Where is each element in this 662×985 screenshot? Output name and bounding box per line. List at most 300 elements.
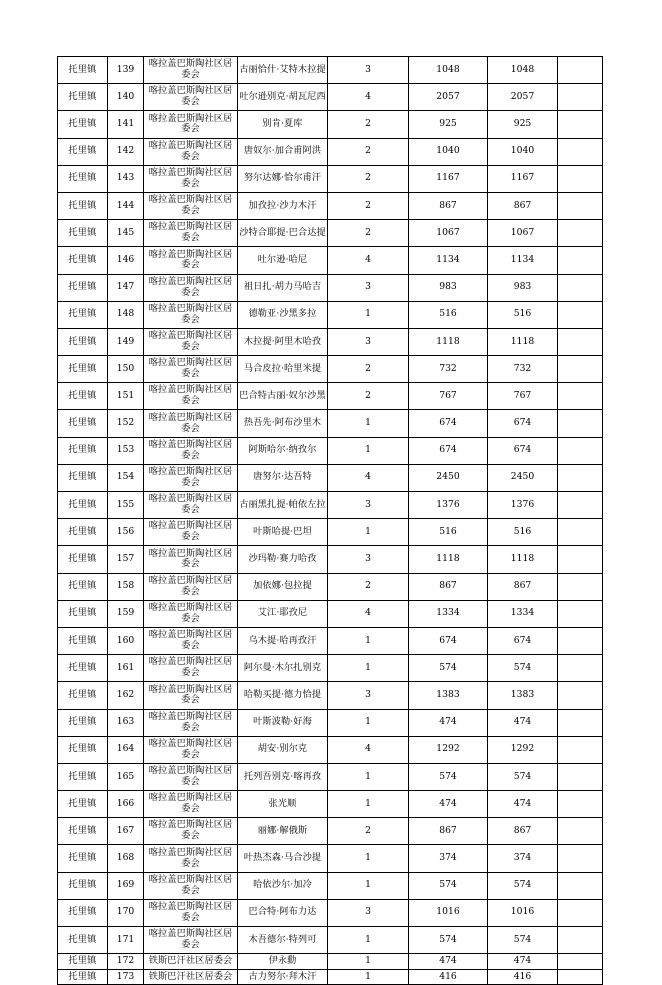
table-row bbox=[58, 57, 603, 84]
cell-amount-2: 674 bbox=[488, 627, 558, 654]
cell-village-committee: 喀拉盖巴斯陶社区居委会 bbox=[144, 899, 238, 926]
cell-note bbox=[558, 655, 603, 682]
cell-sequence-number: 151 bbox=[108, 383, 144, 410]
cell-sequence-number: 161 bbox=[108, 655, 144, 682]
cell-township: 托里镇 bbox=[58, 763, 108, 790]
cell-person-name: 胡安·别尔克 bbox=[238, 736, 328, 763]
cell-village-committee: 喀拉盖巴斯陶社区居委会 bbox=[144, 492, 238, 519]
cell-township: 托里镇 bbox=[58, 899, 108, 926]
cell-person-name: 丽娜·解俄斯 bbox=[238, 818, 328, 845]
table-row bbox=[58, 437, 603, 464]
cell-count: 4 bbox=[328, 464, 409, 491]
cell-person-name: 巴合特·阿布力达 bbox=[238, 899, 328, 926]
subsidy-table bbox=[57, 56, 603, 985]
cell-amount-1: 474 bbox=[409, 954, 488, 970]
cell-note bbox=[558, 899, 603, 926]
cell-township: 托里镇 bbox=[58, 437, 108, 464]
cell-person-name: 叶斯波勒·好海 bbox=[238, 709, 328, 736]
table-row bbox=[58, 818, 603, 845]
cell-count: 3 bbox=[328, 492, 409, 519]
cell-township: 托里镇 bbox=[58, 573, 108, 600]
cell-sequence-number: 141 bbox=[108, 111, 144, 138]
cell-township: 托里镇 bbox=[58, 274, 108, 301]
table-body bbox=[58, 57, 603, 985]
cell-township: 托里镇 bbox=[58, 969, 108, 985]
cell-village-committee: 喀拉盖巴斯陶社区居委会 bbox=[144, 247, 238, 274]
cell-township: 托里镇 bbox=[58, 682, 108, 709]
cell-amount-1: 925 bbox=[409, 111, 488, 138]
cell-village-committee: 喀拉盖巴斯陶社区居委会 bbox=[144, 57, 238, 84]
cell-amount-2: 925 bbox=[488, 111, 558, 138]
cell-person-name: 阿斯哈尔·纳孜尔 bbox=[238, 437, 328, 464]
table-row bbox=[58, 84, 603, 111]
cell-person-name: 加依娜·包拉提 bbox=[238, 573, 328, 600]
cell-amount-1: 767 bbox=[409, 383, 488, 410]
cell-count: 3 bbox=[328, 682, 409, 709]
cell-note bbox=[558, 383, 603, 410]
cell-township: 托里镇 bbox=[58, 845, 108, 872]
cell-count: 1 bbox=[328, 410, 409, 437]
cell-count: 4 bbox=[328, 736, 409, 763]
cell-township: 托里镇 bbox=[58, 84, 108, 111]
cell-township: 托里镇 bbox=[58, 600, 108, 627]
cell-amount-1: 516 bbox=[409, 301, 488, 328]
cell-sequence-number: 142 bbox=[108, 138, 144, 165]
cell-amount-1: 2450 bbox=[409, 464, 488, 491]
cell-person-name: 吐尔逊·哈尼 bbox=[238, 247, 328, 274]
cell-village-committee: 喀拉盖巴斯陶社区居委会 bbox=[144, 736, 238, 763]
cell-township: 托里镇 bbox=[58, 655, 108, 682]
cell-sequence-number: 171 bbox=[108, 927, 144, 954]
cell-note bbox=[558, 600, 603, 627]
table-row bbox=[58, 546, 603, 573]
cell-village-committee: 喀拉盖巴斯陶社区居委会 bbox=[144, 709, 238, 736]
cell-township: 托里镇 bbox=[58, 872, 108, 899]
cell-person-name: 古丽恰什·艾特木拉提 bbox=[238, 57, 328, 84]
cell-amount-2: 416 bbox=[488, 969, 558, 985]
cell-note bbox=[558, 845, 603, 872]
cell-sequence-number: 152 bbox=[108, 410, 144, 437]
cell-amount-1: 374 bbox=[409, 845, 488, 872]
cell-count: 1 bbox=[328, 709, 409, 736]
cell-count: 1 bbox=[328, 301, 409, 328]
cell-amount-2: 2057 bbox=[488, 84, 558, 111]
cell-person-name: 伊永勳 bbox=[238, 954, 328, 970]
cell-township: 托里镇 bbox=[58, 220, 108, 247]
cell-note bbox=[558, 84, 603, 111]
cell-sequence-number: 162 bbox=[108, 682, 144, 709]
cell-amount-2: 474 bbox=[488, 954, 558, 970]
cell-count: 4 bbox=[328, 600, 409, 627]
cell-person-name: 加孜拉·沙力木汗 bbox=[238, 192, 328, 219]
cell-village-committee: 喀拉盖巴斯陶社区居委会 bbox=[144, 383, 238, 410]
cell-amount-2: 1016 bbox=[488, 899, 558, 926]
cell-amount-1: 1040 bbox=[409, 138, 488, 165]
cell-person-name: 乌木提·哈再孜汗 bbox=[238, 627, 328, 654]
cell-township: 托里镇 bbox=[58, 546, 108, 573]
cell-note bbox=[558, 969, 603, 985]
cell-count: 1 bbox=[328, 627, 409, 654]
table-row bbox=[58, 220, 603, 247]
cell-amount-2: 867 bbox=[488, 818, 558, 845]
cell-sequence-number: 173 bbox=[108, 969, 144, 985]
table-row bbox=[58, 682, 603, 709]
cell-person-name: 张光顺 bbox=[238, 791, 328, 818]
cell-township: 托里镇 bbox=[58, 519, 108, 546]
cell-note bbox=[558, 927, 603, 954]
cell-count: 2 bbox=[328, 573, 409, 600]
cell-amount-2: 1167 bbox=[488, 165, 558, 192]
cell-amount-2: 1383 bbox=[488, 682, 558, 709]
cell-count: 2 bbox=[328, 383, 409, 410]
cell-village-committee: 喀拉盖巴斯陶社区居委会 bbox=[144, 328, 238, 355]
cell-village-committee: 喀拉盖巴斯陶社区居委会 bbox=[144, 573, 238, 600]
cell-amount-2: 674 bbox=[488, 437, 558, 464]
cell-count: 1 bbox=[328, 872, 409, 899]
cell-village-committee: 喀拉盖巴斯陶社区居委会 bbox=[144, 464, 238, 491]
cell-person-name: 叶斯哈提·巴坦 bbox=[238, 519, 328, 546]
cell-person-name: 唐奴尔·加合甫阿洪 bbox=[238, 138, 328, 165]
cell-count: 2 bbox=[328, 192, 409, 219]
table-row bbox=[58, 328, 603, 355]
cell-note bbox=[558, 519, 603, 546]
cell-note bbox=[558, 464, 603, 491]
table-row bbox=[58, 247, 603, 274]
cell-township: 托里镇 bbox=[58, 383, 108, 410]
cell-count: 2 bbox=[328, 220, 409, 247]
cell-sequence-number: 150 bbox=[108, 356, 144, 383]
table-row bbox=[58, 138, 603, 165]
table-row bbox=[58, 969, 603, 985]
cell-amount-1: 1167 bbox=[409, 165, 488, 192]
cell-sequence-number: 157 bbox=[108, 546, 144, 573]
cell-village-committee: 喀拉盖巴斯陶社区居委会 bbox=[144, 165, 238, 192]
table-row bbox=[58, 736, 603, 763]
cell-sequence-number: 172 bbox=[108, 954, 144, 970]
cell-amount-1: 574 bbox=[409, 927, 488, 954]
cell-note bbox=[558, 328, 603, 355]
cell-village-committee: 喀拉盖巴斯陶社区居委会 bbox=[144, 927, 238, 954]
table-row bbox=[58, 165, 603, 192]
cell-note bbox=[558, 57, 603, 84]
cell-count: 1 bbox=[328, 954, 409, 970]
cell-village-committee: 喀拉盖巴斯陶社区居委会 bbox=[144, 301, 238, 328]
table-row bbox=[58, 274, 603, 301]
cell-amount-1: 574 bbox=[409, 655, 488, 682]
cell-amount-2: 474 bbox=[488, 791, 558, 818]
cell-person-name: 木拉提·阿里木哈孜 bbox=[238, 328, 328, 355]
cell-village-committee: 喀拉盖巴斯陶社区居委会 bbox=[144, 546, 238, 573]
cell-sequence-number: 140 bbox=[108, 84, 144, 111]
cell-township: 托里镇 bbox=[58, 247, 108, 274]
cell-amount-2: 674 bbox=[488, 410, 558, 437]
cell-amount-2: 574 bbox=[488, 655, 558, 682]
cell-township: 托里镇 bbox=[58, 410, 108, 437]
cell-count: 1 bbox=[328, 437, 409, 464]
cell-amount-1: 1134 bbox=[409, 247, 488, 274]
cell-person-name: 唐努尔·达吾特 bbox=[238, 464, 328, 491]
cell-township: 托里镇 bbox=[58, 165, 108, 192]
cell-amount-2: 1067 bbox=[488, 220, 558, 247]
cell-amount-1: 516 bbox=[409, 519, 488, 546]
cell-village-committee: 喀拉盖巴斯陶社区居委会 bbox=[144, 274, 238, 301]
cell-count: 1 bbox=[328, 927, 409, 954]
cell-count: 3 bbox=[328, 57, 409, 84]
cell-count: 3 bbox=[328, 546, 409, 573]
cell-sequence-number: 139 bbox=[108, 57, 144, 84]
cell-village-committee: 喀拉盖巴斯陶社区居委会 bbox=[144, 791, 238, 818]
cell-person-name: 马合皮拉·哈里米提 bbox=[238, 356, 328, 383]
table-row bbox=[58, 872, 603, 899]
cell-person-name: 祖日扎·胡力马哈吉 bbox=[238, 274, 328, 301]
cell-amount-1: 1334 bbox=[409, 600, 488, 627]
cell-amount-2: 516 bbox=[488, 519, 558, 546]
cell-count: 1 bbox=[328, 519, 409, 546]
cell-amount-1: 867 bbox=[409, 192, 488, 219]
cell-sequence-number: 159 bbox=[108, 600, 144, 627]
cell-township: 托里镇 bbox=[58, 736, 108, 763]
cell-amount-2: 767 bbox=[488, 383, 558, 410]
cell-amount-1: 416 bbox=[409, 969, 488, 985]
cell-amount-1: 867 bbox=[409, 573, 488, 600]
cell-township: 托里镇 bbox=[58, 192, 108, 219]
cell-amount-2: 374 bbox=[488, 845, 558, 872]
cell-village-committee: 喀拉盖巴斯陶社区居委会 bbox=[144, 138, 238, 165]
cell-amount-1: 983 bbox=[409, 274, 488, 301]
table-row bbox=[58, 600, 603, 627]
cell-count: 2 bbox=[328, 111, 409, 138]
cell-sequence-number: 166 bbox=[108, 791, 144, 818]
table-row bbox=[58, 356, 603, 383]
cell-person-name: 艾江·耶孜尼 bbox=[238, 600, 328, 627]
cell-count: 2 bbox=[328, 818, 409, 845]
cell-amount-2: 574 bbox=[488, 927, 558, 954]
cell-township: 托里镇 bbox=[58, 138, 108, 165]
cell-sequence-number: 144 bbox=[108, 192, 144, 219]
cell-note bbox=[558, 437, 603, 464]
cell-amount-1: 867 bbox=[409, 818, 488, 845]
cell-amount-2: 1040 bbox=[488, 138, 558, 165]
cell-amount-2: 574 bbox=[488, 872, 558, 899]
cell-person-name: 阿尔曼·木尔扎别克 bbox=[238, 655, 328, 682]
cell-village-committee: 喀拉盖巴斯陶社区居委会 bbox=[144, 192, 238, 219]
cell-amount-2: 1292 bbox=[488, 736, 558, 763]
cell-person-name: 托列吾别克·喀再孜 bbox=[238, 763, 328, 790]
cell-amount-2: 516 bbox=[488, 301, 558, 328]
cell-sequence-number: 143 bbox=[108, 165, 144, 192]
cell-sequence-number: 155 bbox=[108, 492, 144, 519]
cell-amount-1: 674 bbox=[409, 437, 488, 464]
cell-count: 1 bbox=[328, 763, 409, 790]
cell-amount-1: 1292 bbox=[409, 736, 488, 763]
cell-village-committee: 喀拉盖巴斯陶社区居委会 bbox=[144, 356, 238, 383]
cell-person-name: 吐尔逊别克·胡瓦尼西 bbox=[238, 84, 328, 111]
cell-sequence-number: 168 bbox=[108, 845, 144, 872]
cell-village-committee: 喀拉盖巴斯陶社区居委会 bbox=[144, 655, 238, 682]
cell-sequence-number: 156 bbox=[108, 519, 144, 546]
cell-amount-1: 1016 bbox=[409, 899, 488, 926]
cell-sequence-number: 145 bbox=[108, 220, 144, 247]
table-row bbox=[58, 655, 603, 682]
table-row bbox=[58, 791, 603, 818]
cell-township: 托里镇 bbox=[58, 954, 108, 970]
cell-township: 托里镇 bbox=[58, 492, 108, 519]
cell-note bbox=[558, 220, 603, 247]
cell-township: 托里镇 bbox=[58, 301, 108, 328]
cell-count: 1 bbox=[328, 655, 409, 682]
cell-note bbox=[558, 138, 603, 165]
cell-amount-1: 1376 bbox=[409, 492, 488, 519]
cell-count: 4 bbox=[328, 247, 409, 274]
cell-township: 托里镇 bbox=[58, 709, 108, 736]
cell-amount-2: 867 bbox=[488, 192, 558, 219]
cell-note bbox=[558, 818, 603, 845]
table-row bbox=[58, 464, 603, 491]
table-row bbox=[58, 192, 603, 219]
cell-note bbox=[558, 763, 603, 790]
cell-amount-1: 1118 bbox=[409, 546, 488, 573]
cell-township: 托里镇 bbox=[58, 818, 108, 845]
cell-village-committee: 喀拉盖巴斯陶社区居委会 bbox=[144, 763, 238, 790]
cell-count: 1 bbox=[328, 845, 409, 872]
cell-person-name: 古力努尔·拜木汗 bbox=[238, 969, 328, 985]
cell-sequence-number: 154 bbox=[108, 464, 144, 491]
cell-sequence-number: 160 bbox=[108, 627, 144, 654]
cell-township: 托里镇 bbox=[58, 627, 108, 654]
cell-village-committee: 喀拉盖巴斯陶社区居委会 bbox=[144, 627, 238, 654]
cell-township: 托里镇 bbox=[58, 927, 108, 954]
cell-note bbox=[558, 301, 603, 328]
cell-amount-1: 674 bbox=[409, 410, 488, 437]
table-row bbox=[58, 709, 603, 736]
cell-village-committee: 喀拉盖巴斯陶社区居委会 bbox=[144, 519, 238, 546]
cell-village-committee: 喀拉盖巴斯陶社区居委会 bbox=[144, 410, 238, 437]
cell-note bbox=[558, 165, 603, 192]
cell-township: 托里镇 bbox=[58, 464, 108, 491]
cell-person-name: 古丽黑扎提·帕依左拉 bbox=[238, 492, 328, 519]
table-row bbox=[58, 492, 603, 519]
cell-count: 3 bbox=[328, 328, 409, 355]
table-row bbox=[58, 410, 603, 437]
cell-note bbox=[558, 111, 603, 138]
cell-note bbox=[558, 410, 603, 437]
cell-sequence-number: 169 bbox=[108, 872, 144, 899]
cell-amount-2: 1376 bbox=[488, 492, 558, 519]
cell-count: 2 bbox=[328, 356, 409, 383]
cell-person-name: 德勒亚·沙黑多拉 bbox=[238, 301, 328, 328]
cell-count: 2 bbox=[328, 165, 409, 192]
cell-person-name: 沙特合耶提·巴合达提 bbox=[238, 220, 328, 247]
cell-village-committee: 喀拉盖巴斯陶社区居委会 bbox=[144, 111, 238, 138]
cell-village-committee: 喀拉盖巴斯陶社区居委会 bbox=[144, 682, 238, 709]
cell-person-name: 热吾先·阿布沙里木 bbox=[238, 410, 328, 437]
cell-village-committee: 喀拉盖巴斯陶社区居委会 bbox=[144, 220, 238, 247]
cell-person-name: 巴合特古丽·奴尔沙黑 bbox=[238, 383, 328, 410]
cell-note bbox=[558, 247, 603, 274]
cell-note bbox=[558, 872, 603, 899]
cell-person-name: 哈依沙尔·加冷 bbox=[238, 872, 328, 899]
table-row bbox=[58, 383, 603, 410]
table-container bbox=[57, 56, 602, 985]
cell-village-committee: 喀拉盖巴斯陶社区居委会 bbox=[144, 84, 238, 111]
cell-count: 3 bbox=[328, 899, 409, 926]
cell-amount-2: 1118 bbox=[488, 328, 558, 355]
cell-sequence-number: 164 bbox=[108, 736, 144, 763]
cell-amount-2: 1334 bbox=[488, 600, 558, 627]
cell-note bbox=[558, 954, 603, 970]
cell-note bbox=[558, 709, 603, 736]
cell-sequence-number: 158 bbox=[108, 573, 144, 600]
cell-count: 1 bbox=[328, 969, 409, 985]
cell-sequence-number: 165 bbox=[108, 763, 144, 790]
cell-sequence-number: 163 bbox=[108, 709, 144, 736]
cell-amount-1: 2057 bbox=[409, 84, 488, 111]
table-row bbox=[58, 301, 603, 328]
cell-note bbox=[558, 492, 603, 519]
cell-amount-2: 732 bbox=[488, 356, 558, 383]
cell-amount-2: 1134 bbox=[488, 247, 558, 274]
cell-amount-2: 1048 bbox=[488, 57, 558, 84]
cell-village-committee: 铁斯巴汗社区居委会 bbox=[144, 954, 238, 970]
cell-amount-1: 1067 bbox=[409, 220, 488, 247]
cell-sequence-number: 170 bbox=[108, 899, 144, 926]
cell-township: 托里镇 bbox=[58, 791, 108, 818]
cell-person-name: 叶热杰森·马合沙提 bbox=[238, 845, 328, 872]
cell-village-committee: 喀拉盖巴斯陶社区居委会 bbox=[144, 600, 238, 627]
cell-note bbox=[558, 736, 603, 763]
cell-note bbox=[558, 356, 603, 383]
cell-amount-2: 1118 bbox=[488, 546, 558, 573]
cell-amount-2: 2450 bbox=[488, 464, 558, 491]
cell-count: 2 bbox=[328, 138, 409, 165]
table-row bbox=[58, 954, 603, 970]
cell-amount-1: 1383 bbox=[409, 682, 488, 709]
cell-note bbox=[558, 682, 603, 709]
cell-amount-1: 474 bbox=[409, 791, 488, 818]
cell-village-committee: 铁斯巴汗社区居委会 bbox=[144, 969, 238, 985]
table-row bbox=[58, 519, 603, 546]
cell-person-name: 木吾德尔·特列可 bbox=[238, 927, 328, 954]
cell-village-committee: 喀拉盖巴斯陶社区居委会 bbox=[144, 872, 238, 899]
table-row bbox=[58, 573, 603, 600]
cell-note bbox=[558, 274, 603, 301]
cell-count: 1 bbox=[328, 791, 409, 818]
cell-amount-1: 1048 bbox=[409, 57, 488, 84]
cell-township: 托里镇 bbox=[58, 356, 108, 383]
cell-count: 3 bbox=[328, 274, 409, 301]
table-row bbox=[58, 627, 603, 654]
table-row bbox=[58, 927, 603, 954]
cell-amount-1: 474 bbox=[409, 709, 488, 736]
cell-township: 托里镇 bbox=[58, 111, 108, 138]
cell-sequence-number: 167 bbox=[108, 818, 144, 845]
cell-person-name: 哈勒买提·德力恰提 bbox=[238, 682, 328, 709]
table-row bbox=[58, 899, 603, 926]
table-row bbox=[58, 845, 603, 872]
cell-amount-2: 867 bbox=[488, 573, 558, 600]
cell-amount-1: 574 bbox=[409, 872, 488, 899]
cell-village-committee: 喀拉盖巴斯陶社区居委会 bbox=[144, 818, 238, 845]
cell-amount-1: 574 bbox=[409, 763, 488, 790]
cell-note bbox=[558, 791, 603, 818]
cell-sequence-number: 146 bbox=[108, 247, 144, 274]
table-row bbox=[58, 763, 603, 790]
cell-amount-2: 574 bbox=[488, 763, 558, 790]
cell-note bbox=[558, 192, 603, 219]
cell-count: 4 bbox=[328, 84, 409, 111]
cell-person-name: 沙玛勒·赛力哈孜 bbox=[238, 546, 328, 573]
cell-village-committee: 喀拉盖巴斯陶社区居委会 bbox=[144, 437, 238, 464]
